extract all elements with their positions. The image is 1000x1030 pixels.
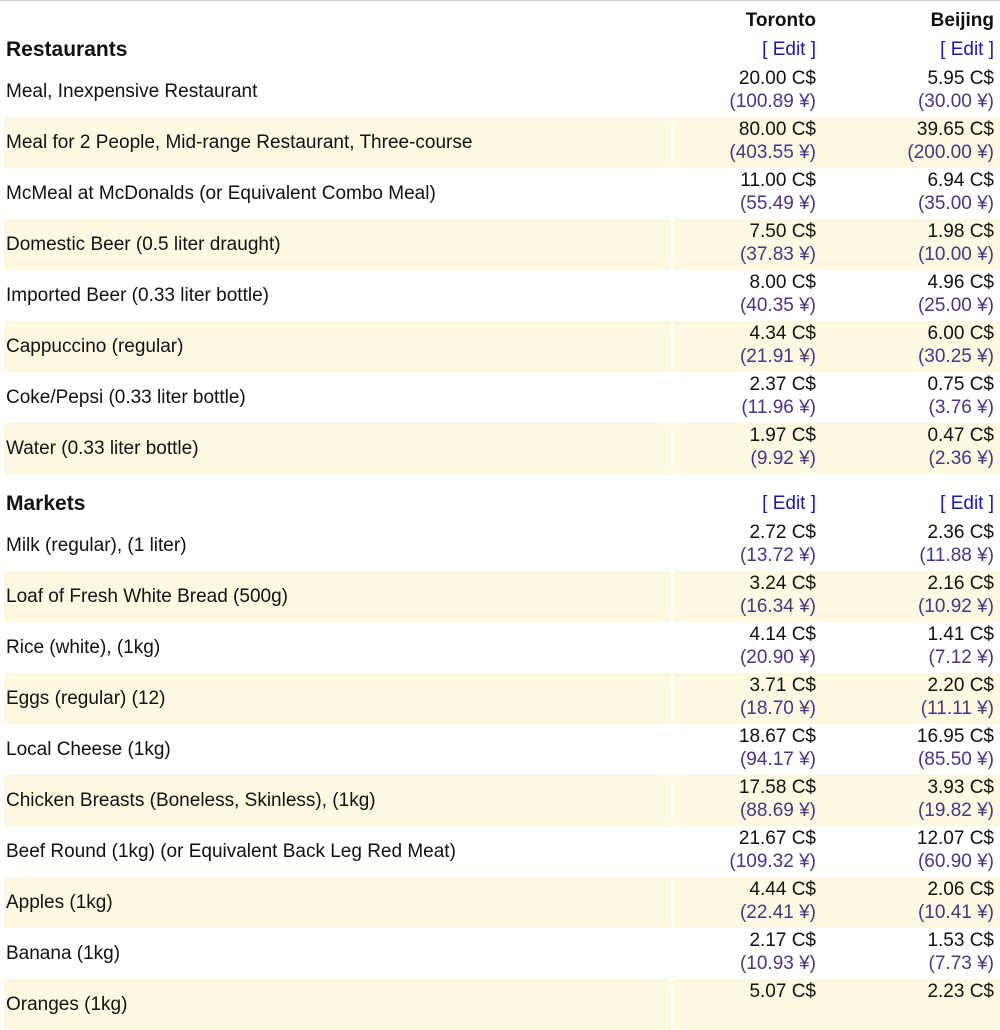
price-beijing <box>823 270 1000 321</box>
table-row <box>4 270 1000 321</box>
price-cad: 3.24 C$ <box>749 573 816 594</box>
table-row <box>4 622 1000 673</box>
price-cny: (30.00 ¥) <box>917 91 994 112</box>
price-beijing <box>823 423 1000 474</box>
price-cny: (40.35 ¥) <box>739 295 816 316</box>
price-cad: 1.98 C$ <box>927 221 994 242</box>
item-name: Rice (white), (1kg) <box>6 636 161 658</box>
price-toronto <box>673 372 823 423</box>
price-toronto <box>673 168 823 219</box>
category-title: Restaurants <box>6 38 128 61</box>
price-cny: (94.17 ¥) <box>739 749 816 770</box>
price-cad: 0.47 C$ <box>927 425 994 446</box>
table-row <box>4 520 1000 571</box>
price-cny: (403.55 ¥) <box>729 142 816 163</box>
price-cny: (7.12 ¥) <box>928 647 994 668</box>
top-divider <box>0 0 1000 1</box>
price-cny: (3.76 ¥) <box>928 397 994 418</box>
price-cad: 7.50 C$ <box>749 221 816 242</box>
price-cny: (19.82 ¥) <box>917 800 994 821</box>
price-cny: (30.25 ¥) <box>917 346 994 367</box>
price-cny: (10.00 ¥) <box>917 244 994 265</box>
price-cny: (10.92 ¥) <box>917 596 994 617</box>
section-spacer <box>4 474 1000 488</box>
price-toronto <box>673 117 823 168</box>
price-cad: 4.44 C$ <box>749 879 816 900</box>
price-cad: 5.07 C$ <box>749 981 816 1002</box>
edit-beijing-cell <box>823 488 1000 520</box>
price-cad: 6.00 C$ <box>927 323 994 344</box>
price-cad: 2.36 C$ <box>927 522 994 543</box>
price-cad: 2.06 C$ <box>927 879 994 900</box>
price-beijing <box>823 66 1000 117</box>
price-toronto <box>673 321 823 372</box>
price-toronto <box>673 724 823 775</box>
price-cad: 12.07 C$ <box>916 828 994 849</box>
price-cny: (10.93 ¥) <box>739 953 816 974</box>
table-row <box>4 423 1000 474</box>
price-cad: 2.16 C$ <box>927 573 994 594</box>
price-cny: (11.88 ¥) <box>919 545 994 566</box>
price-cny: (16.34 ¥) <box>739 596 816 617</box>
item-name: Eggs (regular) (12) <box>4 673 673 724</box>
price-cad: 3.93 C$ <box>927 777 994 798</box>
price-cny: (13.72 ¥) <box>739 545 816 566</box>
price-cad: 17.58 C$ <box>738 777 816 798</box>
price-cny: (11.11 ¥) <box>920 698 994 719</box>
edit-toronto-cell <box>673 34 823 66</box>
item-name: Imported Beer (0.33 liter bottle) <box>6 284 269 306</box>
price-beijing <box>823 571 1000 622</box>
price-toronto <box>673 423 823 474</box>
price-toronto <box>673 622 823 673</box>
price-toronto <box>673 775 823 826</box>
price-toronto <box>673 673 823 724</box>
table-row <box>4 219 1000 270</box>
price-cny: (55.49 ¥) <box>739 193 816 214</box>
price-cad: 5.95 C$ <box>927 68 994 89</box>
table-row <box>4 117 1000 168</box>
price-cad: 21.67 C$ <box>738 828 816 849</box>
price-cad: 2.37 C$ <box>749 374 816 395</box>
spacer-cell <box>4 474 1000 488</box>
price-cny: (109.32 ¥) <box>729 851 816 872</box>
city-header-beijing: Beijing <box>930 10 994 31</box>
table-row <box>4 168 1000 219</box>
price-cad: 3.71 C$ <box>749 675 816 696</box>
price-beijing <box>823 117 1000 168</box>
table-row <box>4 321 1000 372</box>
price-toronto <box>673 826 823 877</box>
price-beijing <box>823 219 1000 270</box>
price-toronto <box>673 928 823 979</box>
table-row <box>4 724 1000 775</box>
edit-link-toronto[interactable]: [ Edit ] <box>762 493 816 514</box>
table-row <box>4 372 1000 423</box>
price-cny: (20.90 ¥) <box>739 647 816 668</box>
item-name: Domestic Beer (0.5 liter draught) <box>4 219 673 270</box>
price-beijing <box>823 928 1000 979</box>
edit-link-beijing[interactable]: [ Edit ] <box>940 493 994 514</box>
price-cad: 8.00 C$ <box>749 272 816 293</box>
price-cad: 11.00 C$ <box>740 170 816 191</box>
price-toronto <box>673 571 823 622</box>
price-cny: (100.89 ¥) <box>729 91 816 112</box>
price-cny: (9.92 ¥) <box>750 448 816 469</box>
price-cad: 80.00 C$ <box>738 119 816 140</box>
price-cny: (22.41 ¥) <box>739 902 816 923</box>
price-cad: 4.34 C$ <box>749 323 816 344</box>
price-toronto <box>673 979 823 1030</box>
table-row <box>4 775 1000 826</box>
cost-comparison-table <box>4 2 1000 1030</box>
price-toronto <box>673 270 823 321</box>
price-toronto <box>673 66 823 117</box>
price-cad: 1.53 C$ <box>927 930 994 951</box>
price-cny: (85.50 ¥) <box>917 749 994 770</box>
edit-link-beijing[interactable]: [ Edit ] <box>940 39 994 60</box>
price-toronto <box>673 520 823 571</box>
item-name: Meal, Inexpensive Restaurant <box>6 80 258 102</box>
item-column-header <box>4 2 673 34</box>
price-cny: (60.90 ¥) <box>917 851 994 872</box>
item-name: Chicken Breasts (Boneless, Skinless), (1kg) <box>4 775 673 826</box>
price-cny: (88.69 ¥) <box>739 800 816 821</box>
item-name: Water (0.33 liter bottle) <box>4 423 673 474</box>
price-cny: (10.41 ¥) <box>917 902 994 923</box>
item-name: Oranges (1kg) <box>4 979 673 1030</box>
price-cad: 1.41 C$ <box>927 624 994 645</box>
price-beijing <box>823 724 1000 775</box>
price-cad: 2.17 C$ <box>749 930 816 951</box>
table-row <box>4 928 1000 979</box>
price-cad: 2.23 C$ <box>927 981 994 1002</box>
edit-link-toronto[interactable]: [ Edit ] <box>762 39 816 60</box>
item-name: McMeal at McDonalds (or Equivalent Combo Meal) <box>6 182 436 204</box>
item-name: Banana (1kg) <box>6 942 121 964</box>
price-cad: 2.72 C$ <box>749 522 816 543</box>
table-row <box>4 979 1000 1030</box>
city-header-row <box>4 2 1000 34</box>
category-row-markets <box>4 488 1000 520</box>
price-cny: (37.83 ¥) <box>739 244 816 265</box>
category-title: Markets <box>6 492 86 515</box>
price-toronto <box>673 877 823 928</box>
price-cny: (25.00 ¥) <box>917 295 994 316</box>
price-cny: (18.70 ¥) <box>739 698 816 719</box>
table-row <box>4 571 1000 622</box>
price-beijing <box>823 372 1000 423</box>
item-name: Coke/Pepsi (0.33 liter bottle) <box>6 386 246 408</box>
price-cny: (200.00 ¥) <box>907 142 994 163</box>
table-row <box>4 66 1000 117</box>
price-cad: 2.20 C$ <box>927 675 994 696</box>
item-name: Apples (1kg) <box>4 877 673 928</box>
price-beijing <box>823 979 1000 1030</box>
price-cad: 1.97 C$ <box>749 425 816 446</box>
price-beijing <box>823 877 1000 928</box>
price-cny: (11.96 ¥) <box>741 397 816 418</box>
price-cad: 16.95 C$ <box>916 726 994 747</box>
price-cad: 39.65 C$ <box>916 119 994 140</box>
price-cad: 6.94 C$ <box>927 170 994 191</box>
item-name: Beef Round (1kg) (or Equivalent Back Leg Red Meat) <box>6 840 456 862</box>
edit-toronto-cell <box>673 488 823 520</box>
price-cad: 4.14 C$ <box>749 624 816 645</box>
price-beijing <box>823 775 1000 826</box>
price-toronto <box>673 219 823 270</box>
item-name: Loaf of Fresh White Bread (500g) <box>4 571 673 622</box>
category-row-restaurants <box>4 34 1000 66</box>
item-name: Milk (regular), (1 liter) <box>6 534 187 556</box>
price-beijing <box>823 622 1000 673</box>
price-beijing <box>823 826 1000 877</box>
price-cny: (35.00 ¥) <box>917 193 994 214</box>
price-cad: 4.96 C$ <box>927 272 994 293</box>
price-cad: 0.75 C$ <box>927 374 994 395</box>
price-cny: (2.36 ¥) <box>928 448 994 469</box>
edit-beijing-cell <box>823 34 1000 66</box>
table-row <box>4 673 1000 724</box>
price-cad: 18.67 C$ <box>738 726 816 747</box>
item-name: Meal for 2 People, Mid-range Restaurant, Three-course <box>4 117 673 168</box>
item-name: Local Cheese (1kg) <box>6 738 171 760</box>
table-row <box>4 826 1000 877</box>
price-beijing <box>823 673 1000 724</box>
price-cny: (21.91 ¥) <box>739 346 816 367</box>
city-header-toronto: Toronto <box>745 10 816 31</box>
item-name: Cappuccino (regular) <box>4 321 673 372</box>
price-beijing <box>823 168 1000 219</box>
table-row <box>4 877 1000 928</box>
price-cad: 20.00 C$ <box>738 68 816 89</box>
price-beijing <box>823 520 1000 571</box>
table-body <box>4 34 1000 1030</box>
price-cny: (7.73 ¥) <box>928 953 994 974</box>
price-beijing <box>823 321 1000 372</box>
